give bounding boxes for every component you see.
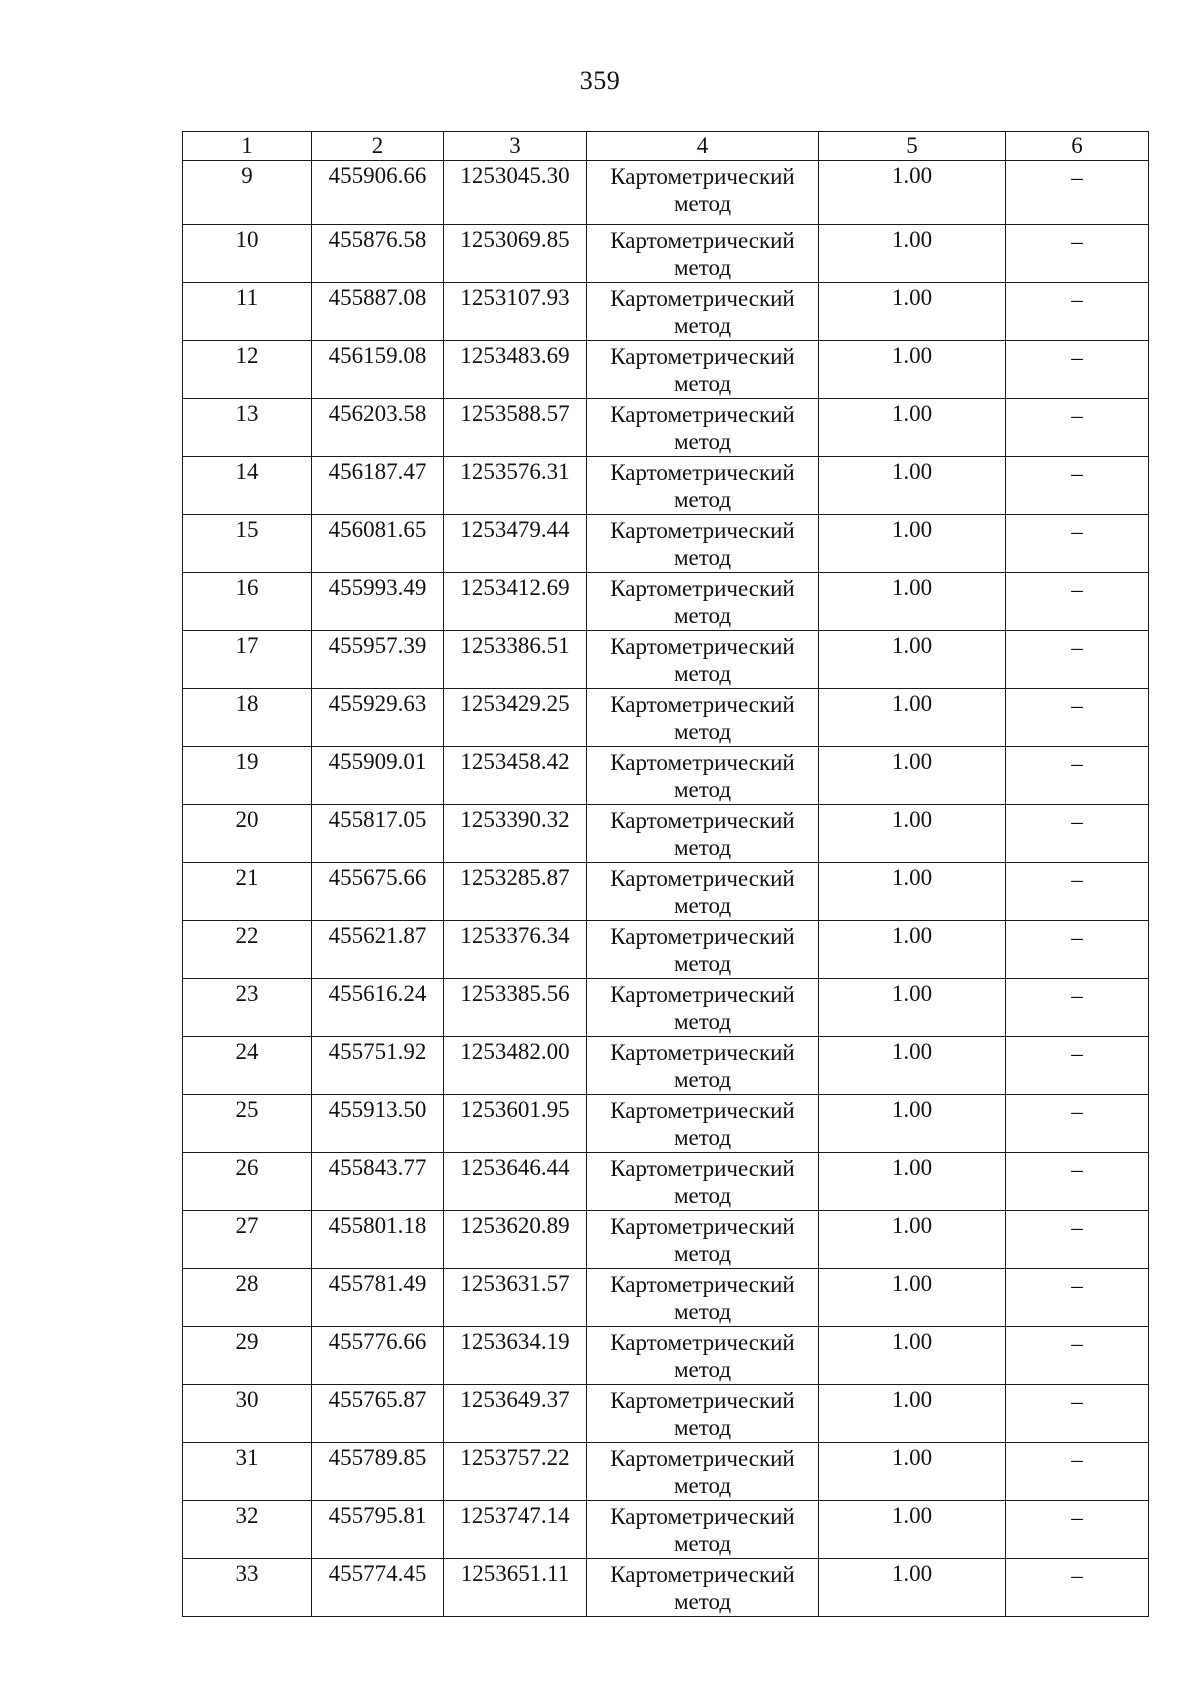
accuracy-cell: 1.00 xyxy=(819,979,1006,1037)
method-text: Картометрический метод xyxy=(610,518,795,570)
dash-mark: – xyxy=(1071,403,1083,428)
dash-mark: – xyxy=(1071,1505,1083,1530)
y-coordinate-cell: 1253631.57 xyxy=(444,1269,587,1327)
note-cell xyxy=(1006,805,1149,863)
y-coordinate-cell: 1253479.44 xyxy=(444,515,587,573)
note-cell xyxy=(1006,979,1149,1037)
dash-mark: – xyxy=(1071,1215,1083,1240)
table-row xyxy=(183,921,1149,979)
y-coordinate-cell: 1253588.57 xyxy=(444,399,587,457)
point-number-cell: 24 xyxy=(183,1037,312,1095)
point-number-cell: 12 xyxy=(183,341,312,399)
column-header-6: 6 xyxy=(1006,132,1149,161)
note-cell xyxy=(1006,1385,1149,1443)
y-coordinate-cell: 1253649.37 xyxy=(444,1385,587,1443)
point-number-cell: 19 xyxy=(183,747,312,805)
dash-mark: – xyxy=(1071,287,1083,312)
y-coordinate-cell: 1253458.42 xyxy=(444,747,587,805)
method-cell xyxy=(587,1269,819,1327)
header-row xyxy=(183,132,1149,161)
accuracy-cell: 1.00 xyxy=(819,631,1006,689)
dash-mark: – xyxy=(1071,1099,1083,1124)
dash-mark: – xyxy=(1071,165,1083,190)
method-cell xyxy=(587,1501,819,1559)
dash-mark: – xyxy=(1071,577,1083,602)
table-row xyxy=(183,631,1149,689)
x-coordinate-cell: 456203.58 xyxy=(312,399,444,457)
accuracy-cell: 1.00 xyxy=(819,457,1006,515)
y-coordinate-cell: 1253285.87 xyxy=(444,863,587,921)
method-cell xyxy=(587,457,819,515)
y-coordinate-cell: 1253385.56 xyxy=(444,979,587,1037)
accuracy-cell: 1.00 xyxy=(819,1269,1006,1327)
method-cell xyxy=(587,161,819,225)
method-text: Картометрический метод xyxy=(610,1504,795,1556)
y-coordinate-cell: 1253634.19 xyxy=(444,1327,587,1385)
accuracy-cell: 1.00 xyxy=(819,515,1006,573)
note-cell xyxy=(1006,1037,1149,1095)
note-cell xyxy=(1006,1269,1149,1327)
y-coordinate-cell: 1253390.32 xyxy=(444,805,587,863)
table-row xyxy=(183,863,1149,921)
y-coordinate-cell: 1253646.44 xyxy=(444,1153,587,1211)
point-number-cell: 25 xyxy=(183,1095,312,1153)
method-cell xyxy=(587,283,819,341)
method-text: Картометрический метод xyxy=(610,460,795,512)
y-coordinate-cell: 1253620.89 xyxy=(444,1211,587,1269)
dash-mark: – xyxy=(1071,635,1083,660)
x-coordinate-cell: 455843.77 xyxy=(312,1153,444,1211)
note-cell xyxy=(1006,515,1149,573)
note-cell xyxy=(1006,341,1149,399)
method-cell xyxy=(587,1559,819,1617)
y-coordinate-cell: 1253747.14 xyxy=(444,1501,587,1559)
table-row xyxy=(183,1443,1149,1501)
note-cell xyxy=(1006,283,1149,341)
x-coordinate-cell: 455887.08 xyxy=(312,283,444,341)
x-coordinate-cell: 455801.18 xyxy=(312,1211,444,1269)
method-text: Картометрический метод xyxy=(610,692,795,744)
table-row xyxy=(183,399,1149,457)
point-number-cell: 21 xyxy=(183,863,312,921)
dash-mark: – xyxy=(1071,461,1083,486)
accuracy-cell: 1.00 xyxy=(819,161,1006,225)
point-number-cell: 29 xyxy=(183,1327,312,1385)
x-coordinate-cell: 455876.58 xyxy=(312,225,444,283)
accuracy-cell: 1.00 xyxy=(819,1501,1006,1559)
x-coordinate-cell: 455913.50 xyxy=(312,1095,444,1153)
accuracy-cell: 1.00 xyxy=(819,399,1006,457)
y-coordinate-cell: 1253482.00 xyxy=(444,1037,587,1095)
y-coordinate-cell: 1253386.51 xyxy=(444,631,587,689)
accuracy-cell: 1.00 xyxy=(819,1153,1006,1211)
coordinates-table xyxy=(182,131,1149,1617)
accuracy-cell: 1.00 xyxy=(819,1443,1006,1501)
y-coordinate-cell: 1253107.93 xyxy=(444,283,587,341)
note-cell xyxy=(1006,1211,1149,1269)
point-number-cell: 23 xyxy=(183,979,312,1037)
y-coordinate-cell: 1253601.95 xyxy=(444,1095,587,1153)
dash-mark: – xyxy=(1071,1389,1083,1414)
table-row xyxy=(183,1095,1149,1153)
accuracy-cell: 1.00 xyxy=(819,1211,1006,1269)
note-cell xyxy=(1006,1501,1149,1559)
dash-mark: – xyxy=(1071,519,1083,544)
method-cell xyxy=(587,225,819,283)
point-number-cell: 30 xyxy=(183,1385,312,1443)
point-number-cell: 14 xyxy=(183,457,312,515)
method-text: Картометрический метод xyxy=(610,750,795,802)
dash-mark: – xyxy=(1071,809,1083,834)
note-cell xyxy=(1006,573,1149,631)
method-cell xyxy=(587,573,819,631)
point-number-cell: 10 xyxy=(183,225,312,283)
note-cell xyxy=(1006,1443,1149,1501)
table-row xyxy=(183,1327,1149,1385)
table-row xyxy=(183,689,1149,747)
dash-mark: – xyxy=(1071,867,1083,892)
method-text: Картометрический метод xyxy=(610,1156,795,1208)
table-row xyxy=(183,979,1149,1037)
note-cell xyxy=(1006,1327,1149,1385)
accuracy-cell: 1.00 xyxy=(819,341,1006,399)
method-cell xyxy=(587,1211,819,1269)
method-cell xyxy=(587,805,819,863)
method-cell xyxy=(587,515,819,573)
method-text: Картометрический метод xyxy=(610,1098,795,1150)
method-text: Картометрический метод xyxy=(610,1388,795,1440)
x-coordinate-cell: 455781.49 xyxy=(312,1269,444,1327)
dash-mark: – xyxy=(1071,751,1083,776)
method-text: Картометрический метод xyxy=(610,576,795,628)
accuracy-cell: 1.00 xyxy=(819,1095,1006,1153)
table-row xyxy=(183,1501,1149,1559)
y-coordinate-cell: 1253576.31 xyxy=(444,457,587,515)
table-row xyxy=(183,1385,1149,1443)
method-text: Картометрический метод xyxy=(610,924,795,976)
accuracy-cell: 1.00 xyxy=(819,225,1006,283)
note-cell xyxy=(1006,161,1149,225)
dash-mark: – xyxy=(1071,1041,1083,1066)
accuracy-cell: 1.00 xyxy=(819,573,1006,631)
table-row xyxy=(183,161,1149,225)
note-cell xyxy=(1006,1559,1149,1617)
table-row xyxy=(183,1037,1149,1095)
x-coordinate-cell: 456187.47 xyxy=(312,457,444,515)
note-cell xyxy=(1006,863,1149,921)
x-coordinate-cell: 455616.24 xyxy=(312,979,444,1037)
x-coordinate-cell: 455817.05 xyxy=(312,805,444,863)
dash-mark: – xyxy=(1071,983,1083,1008)
method-text: Картометрический метод xyxy=(610,634,795,686)
column-header-5: 5 xyxy=(819,132,1006,161)
x-coordinate-cell: 455957.39 xyxy=(312,631,444,689)
accuracy-cell: 1.00 xyxy=(819,747,1006,805)
method-cell xyxy=(587,399,819,457)
note-cell xyxy=(1006,1095,1149,1153)
accuracy-cell: 1.00 xyxy=(819,1327,1006,1385)
method-text: Картометрический метод xyxy=(610,1272,795,1324)
method-cell xyxy=(587,341,819,399)
table-body xyxy=(183,161,1149,1617)
y-coordinate-cell: 1253376.34 xyxy=(444,921,587,979)
accuracy-cell: 1.00 xyxy=(819,921,1006,979)
note-cell xyxy=(1006,1153,1149,1211)
dash-mark: – xyxy=(1071,1273,1083,1298)
x-coordinate-cell: 456159.08 xyxy=(312,341,444,399)
method-cell xyxy=(587,747,819,805)
point-number-cell: 18 xyxy=(183,689,312,747)
method-cell xyxy=(587,1037,819,1095)
note-cell xyxy=(1006,921,1149,979)
dash-mark: – xyxy=(1071,345,1083,370)
accuracy-cell: 1.00 xyxy=(819,283,1006,341)
x-coordinate-cell: 455751.92 xyxy=(312,1037,444,1095)
method-cell xyxy=(587,921,819,979)
method-text: Картометрический метод xyxy=(610,1040,795,1092)
x-coordinate-cell: 455929.63 xyxy=(312,689,444,747)
method-cell xyxy=(587,979,819,1037)
table-row xyxy=(183,1269,1149,1327)
point-number-cell: 27 xyxy=(183,1211,312,1269)
y-coordinate-cell: 1253069.85 xyxy=(444,225,587,283)
page-number: 359 xyxy=(579,66,621,95)
table-row xyxy=(183,1211,1149,1269)
table-row xyxy=(183,515,1149,573)
method-text: Картометрический метод xyxy=(610,808,795,860)
point-number-cell: 9 xyxy=(183,161,312,225)
x-coordinate-cell: 455789.85 xyxy=(312,1443,444,1501)
column-header-3: 3 xyxy=(444,132,587,161)
method-cell xyxy=(587,1095,819,1153)
x-coordinate-cell: 455993.49 xyxy=(312,573,444,631)
column-header-4: 4 xyxy=(587,132,819,161)
point-number-cell: 17 xyxy=(183,631,312,689)
y-coordinate-cell: 1253429.25 xyxy=(444,689,587,747)
x-coordinate-cell: 455621.87 xyxy=(312,921,444,979)
x-coordinate-cell: 456081.65 xyxy=(312,515,444,573)
point-number-cell: 13 xyxy=(183,399,312,457)
x-coordinate-cell: 455906.66 xyxy=(312,161,444,225)
column-header-2: 2 xyxy=(312,132,444,161)
method-cell xyxy=(587,689,819,747)
method-cell xyxy=(587,1153,819,1211)
method-text: Картометрический метод xyxy=(610,164,795,216)
table-row xyxy=(183,225,1149,283)
method-text: Картометрический метод xyxy=(610,402,795,454)
point-number-cell: 11 xyxy=(183,283,312,341)
accuracy-cell: 1.00 xyxy=(819,689,1006,747)
dash-mark: – xyxy=(1071,1563,1083,1588)
method-cell xyxy=(587,1327,819,1385)
y-coordinate-cell: 1253045.30 xyxy=(444,161,587,225)
table-row xyxy=(183,341,1149,399)
point-number-cell: 26 xyxy=(183,1153,312,1211)
method-text: Картометрический метод xyxy=(610,982,795,1034)
table-row xyxy=(183,283,1149,341)
dash-mark: – xyxy=(1071,693,1083,718)
method-text: Картометрический метод xyxy=(610,1562,795,1614)
point-number-cell: 31 xyxy=(183,1443,312,1501)
method-text: Картометрический метод xyxy=(610,1214,795,1266)
table-header xyxy=(183,132,1149,161)
method-cell xyxy=(587,631,819,689)
note-cell xyxy=(1006,631,1149,689)
method-cell xyxy=(587,1385,819,1443)
dash-mark: – xyxy=(1071,925,1083,950)
method-cell xyxy=(587,863,819,921)
dash-mark: – xyxy=(1071,1447,1083,1472)
note-cell xyxy=(1006,225,1149,283)
x-coordinate-cell: 455675.66 xyxy=(312,863,444,921)
table-row xyxy=(183,805,1149,863)
table-row xyxy=(183,1153,1149,1211)
note-cell xyxy=(1006,689,1149,747)
method-text: Картометрический метод xyxy=(610,866,795,918)
point-number-cell: 33 xyxy=(183,1559,312,1617)
point-number-cell: 28 xyxy=(183,1269,312,1327)
accuracy-cell: 1.00 xyxy=(819,863,1006,921)
x-coordinate-cell: 455765.87 xyxy=(312,1385,444,1443)
dash-mark: – xyxy=(1071,1157,1083,1182)
point-number-cell: 20 xyxy=(183,805,312,863)
y-coordinate-cell: 1253412.69 xyxy=(444,573,587,631)
method-text: Картометрический метод xyxy=(610,1330,795,1382)
x-coordinate-cell: 455776.66 xyxy=(312,1327,444,1385)
point-number-cell: 15 xyxy=(183,515,312,573)
method-text: Картометрический метод xyxy=(610,228,795,280)
dash-mark: – xyxy=(1071,229,1083,254)
method-text: Картометрический метод xyxy=(610,286,795,338)
dash-mark: – xyxy=(1071,1331,1083,1356)
table-row xyxy=(183,573,1149,631)
column-header-1: 1 xyxy=(183,132,312,161)
table-row xyxy=(183,1559,1149,1617)
point-number-cell: 22 xyxy=(183,921,312,979)
method-text: Картометрический метод xyxy=(610,344,795,396)
x-coordinate-cell: 455774.45 xyxy=(312,1559,444,1617)
accuracy-cell: 1.00 xyxy=(819,805,1006,863)
method-cell xyxy=(587,1443,819,1501)
note-cell xyxy=(1006,747,1149,805)
note-cell xyxy=(1006,399,1149,457)
table-row xyxy=(183,747,1149,805)
accuracy-cell: 1.00 xyxy=(819,1385,1006,1443)
y-coordinate-cell: 1253651.11 xyxy=(444,1559,587,1617)
point-number-cell: 32 xyxy=(183,1501,312,1559)
note-cell xyxy=(1006,457,1149,515)
y-coordinate-cell: 1253483.69 xyxy=(444,341,587,399)
x-coordinate-cell: 455909.01 xyxy=(312,747,444,805)
point-number-cell: 16 xyxy=(183,573,312,631)
x-coordinate-cell: 455795.81 xyxy=(312,1501,444,1559)
y-coordinate-cell: 1253757.22 xyxy=(444,1443,587,1501)
accuracy-cell: 1.00 xyxy=(819,1037,1006,1095)
accuracy-cell: 1.00 xyxy=(819,1559,1006,1617)
table-row xyxy=(183,457,1149,515)
method-text: Картометрический метод xyxy=(610,1446,795,1498)
